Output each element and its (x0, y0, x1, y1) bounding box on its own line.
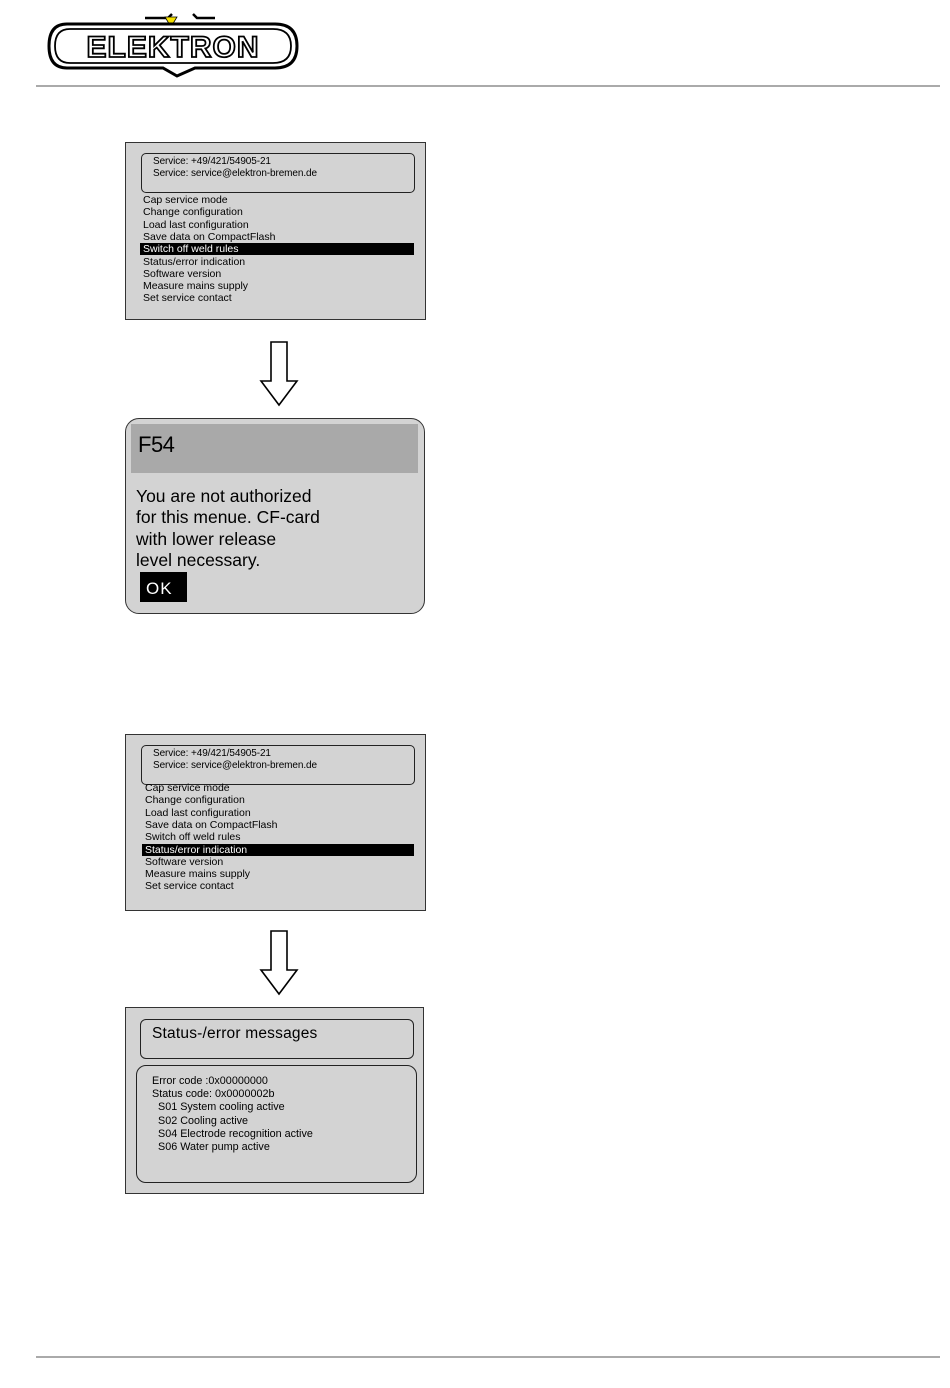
dialog-message-line: You are not authorized (136, 486, 312, 506)
service-email: Service: service@elektron-bremen.de (153, 760, 317, 771)
service-phone: Service: +49/421/54905-21 (153, 156, 271, 167)
error-code: Error code :0x00000000 (152, 1075, 268, 1087)
menu-item-status-error-indication[interactable]: Status/error indication (142, 844, 414, 856)
menu-item-software-version[interactable]: Software version (143, 267, 222, 280)
dialog-message-line: with lower release (136, 528, 277, 549)
dialog-message-line: level necessary. (136, 549, 261, 570)
elektron-logo (45, 12, 300, 78)
service-email: Service: service@elektron-bremen.de (153, 168, 317, 179)
service-phone: Service: +49/421/54905-21 (153, 748, 271, 759)
service-contact-box (141, 153, 415, 193)
status-body-box (136, 1065, 417, 1183)
dialog-error-code: F54 (131, 424, 418, 473)
menu-item-load-last-configuration[interactable]: Load last configuration (143, 218, 249, 231)
menu-item-load-last-configuration[interactable]: Load last configuration (145, 806, 251, 819)
menu-item-measure-mains-supply[interactable]: Measure mains supply (143, 280, 249, 293)
header-divider (36, 85, 940, 87)
menu-item-cap-service-mode[interactable]: Cap service mode (145, 782, 230, 794)
menu-item-measure-mains-supply[interactable]: Measure mains supply (145, 868, 251, 881)
status-title-box (140, 1019, 414, 1059)
status-item: S04 Electrode recognition active (158, 1127, 313, 1140)
menu-item-software-version[interactable]: Software version (145, 855, 224, 868)
service-contact-box (141, 745, 415, 785)
menu-item-change-configuration[interactable]: Change configuration (145, 794, 245, 807)
footer-divider (36, 1356, 940, 1358)
menu-item-save-data[interactable]: Save data on CompactFlash (143, 230, 276, 243)
status-item: S01 System cooling active (158, 1101, 285, 1114)
ok-button[interactable]: OK (140, 572, 187, 602)
status-item: S06 Water pump active (158, 1141, 270, 1153)
status-screen-title: Status-/error messages (152, 1025, 318, 1042)
menu-item-switch-off-weld-rules[interactable]: Switch off weld rules (145, 831, 241, 844)
down-arrow-icon (259, 930, 299, 996)
status-error-screen (125, 1007, 424, 1194)
status-item: S02 Cooling active (158, 1114, 249, 1127)
service-menu-screen-2 (125, 734, 426, 911)
status-code: Status code: 0x0000002b (152, 1088, 275, 1101)
menu-item-save-data[interactable]: Save data on CompactFlash (145, 818, 278, 831)
menu-item-status-error-indication[interactable]: Status/error indication (143, 255, 246, 268)
dialog-message-line: for this menue. CF-card (136, 507, 320, 528)
menu-item-switch-off-weld-rules[interactable]: Switch off weld rules (140, 243, 414, 255)
service-menu-screen-1 (125, 142, 426, 320)
menu-item-cap-service-mode[interactable]: Cap service mode (143, 194, 228, 206)
menu-item-change-configuration[interactable]: Change configuration (143, 206, 243, 219)
authorization-error-dialog (125, 418, 425, 614)
logo-text: ELEKTRON (86, 31, 260, 64)
down-arrow-icon (259, 341, 299, 407)
menu-item-set-service-contact[interactable]: Set service contact (143, 292, 232, 305)
menu-item-set-service-contact[interactable]: Set service contact (145, 880, 234, 893)
